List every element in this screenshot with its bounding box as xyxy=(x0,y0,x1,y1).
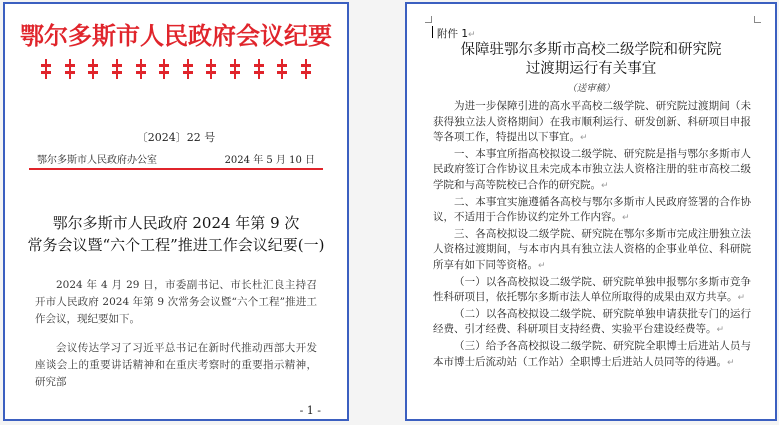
paragraph-mark-icon: ↵ xyxy=(580,133,588,144)
body-paragraph[interactable] xyxy=(433,227,751,275)
paragraph-mark-icon: ↵ xyxy=(737,293,746,304)
mongolian-glyph-icon xyxy=(299,59,313,79)
annex-label[interactable] xyxy=(437,26,476,41)
paragraph-text: 二、本事宜实施遵循各高校与鄂尔多斯市人民政府签署的合作协议，不适用于合作协议约定外工作内容。 xyxy=(433,195,751,224)
paragraph-mark-icon: ↵ xyxy=(727,357,735,368)
annex-title-line-1: 保障驻鄂尔多斯市高校二级学院和研究院 xyxy=(460,42,722,58)
left-document-page[interactable] xyxy=(3,2,349,421)
minutes-title-line-1: 鄂尔多斯市人民政府 2024 年第 9 次 xyxy=(52,214,300,232)
paragraph-text: 为进一步保障引进的高水平高校二级学院、研究院过渡期间（未获得独立法人资格期间）在我市顺利运行、研发创新、科研项目申报等各项工作，特提出以下事宜。 xyxy=(433,100,751,144)
red-header-title: 鄂尔多斯市人民政府会议纪要 xyxy=(20,21,332,50)
minutes-body xyxy=(35,277,317,403)
body-paragraph: 会议传达学习了习近平总书记在新时代推动西部大开发座谈会上的重要讲话精神和在重庆考察时的重要指示精神，研究部 xyxy=(35,342,317,388)
text-cursor-icon xyxy=(432,26,433,38)
margin-corner-icon xyxy=(754,16,761,23)
mongolian-glyph-icon xyxy=(228,59,242,79)
issuer-row xyxy=(37,151,315,166)
mongolian-glyph-icon xyxy=(157,59,171,79)
body-paragraph[interactable] xyxy=(433,99,751,147)
paragraph-text: 三、各高校拟设二级学院、研究院在鄂尔多斯市完成注册独立法人资格过渡期间，与本市内具有独立法人资格的企事业单位、科研院所享有如下同等资格。 xyxy=(433,227,751,271)
mongolian-glyph-icon xyxy=(86,59,100,79)
body-paragraph: 2024 年 4 月 29 日，市委副书记、市长杜汇良主持召开市人民政府 2024 年第 9 次常务会议暨“六个工程”推进工作会议，现纪要如下。 xyxy=(35,279,317,325)
annex-title[interactable] xyxy=(429,41,753,79)
minutes-title-line-2: 常务会议暨“六个工程”推进工作会议纪要(一) xyxy=(27,236,325,254)
paragraph-text: 一、本事宜所指高校拟设二级学院、研究院是指与鄂尔多斯市人民政府签订合作协议且未完成本市独立法人资格注册的驻市高校二级学院和与高等院校已合作的研究院。 xyxy=(433,147,751,191)
paragraph-mark-icon: ↵ xyxy=(622,213,630,224)
mongolian-glyph-icon xyxy=(63,59,77,79)
draft-note: （送审稿） xyxy=(567,83,615,94)
issue-date: 2024 年 5 月 10 日 xyxy=(224,155,315,166)
page-number: - 1 - xyxy=(299,404,321,417)
mongolian-glyph-icon xyxy=(39,59,53,79)
right-document-page[interactable] xyxy=(405,2,777,421)
paragraph-text: （二）以各高校拟设二级学院、研究院单独申请获批专门的运行经费、引才经费、科研项目支持经费、实验平台建设经费等。 xyxy=(433,307,751,336)
paragraph-mark-icon: ↵ xyxy=(601,180,609,191)
minutes-title xyxy=(5,212,347,256)
mongolian-glyph-icon xyxy=(110,59,124,79)
issuer-name: 鄂尔多斯市人民政府办公室 xyxy=(37,155,157,166)
annex-label-text: 附件 1 xyxy=(437,28,469,40)
mongolian-glyph-icon xyxy=(252,59,266,79)
paragraph-text: （一）以各高校拟设二级学院、研究院单独申报鄂尔多斯市竞争性科研项目，依托鄂尔多斯市法人单位所取得的成果由双方共享。 xyxy=(433,275,751,304)
margin-corner-icon xyxy=(425,16,432,23)
body-paragraph[interactable] xyxy=(433,339,751,371)
mongolian-glyph-icon xyxy=(204,59,218,79)
mongolian-script-header xyxy=(39,59,313,79)
paragraph-mark-icon: ↵ xyxy=(716,325,725,336)
mongolian-glyph-icon xyxy=(181,59,195,79)
body-paragraph[interactable] xyxy=(433,195,751,227)
body-paragraph[interactable] xyxy=(433,275,751,307)
mongolian-glyph-icon xyxy=(134,59,148,79)
body-paragraph[interactable] xyxy=(433,147,751,195)
document-number: 〔2024〕22 号 xyxy=(136,131,216,144)
annex-body[interactable] xyxy=(433,99,751,371)
paragraph-mark-icon: ↵ xyxy=(538,260,546,271)
red-divider-line xyxy=(29,168,323,170)
annex-title-line-2: 过渡期运行有关事宜 xyxy=(525,61,657,77)
body-paragraph[interactable] xyxy=(433,307,751,339)
paragraph-text: （三）给予各高校拟设二级学院、研究院全职博士后进站人员与本市博士后流动站（工作站）全职博士后进站人员同等的待遇。 xyxy=(433,339,751,368)
paragraph-mark-icon: ↵ xyxy=(468,30,476,40)
mongolian-glyph-icon xyxy=(275,59,289,79)
